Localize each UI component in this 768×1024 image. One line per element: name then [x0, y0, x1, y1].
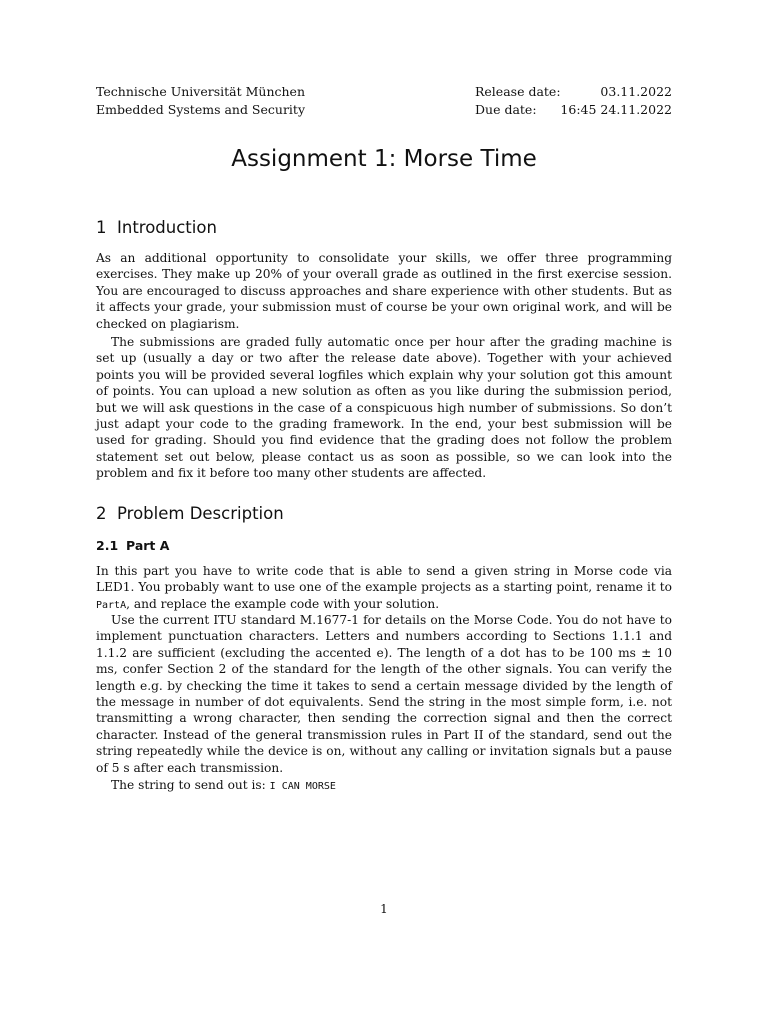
part-a-p3-text: The string to send out is:	[111, 778, 270, 792]
part-a-paragraph-3	[96, 777, 672, 795]
part-a-paragraph-1	[96, 563, 672, 614]
due-date-row	[475, 101, 672, 119]
intro-paragraph-2: The submissions are graded fully automatic once per hour after the grading machine is set up (usually a day or two after the release date above). Together with your achieved points you will be provided several logfiles which explain why your solution got this amount of points. You can upload a new solution as often as you like during the submission period, but we will ask questions in the case of a conspicuous high number of submissions. So don’t just adapt your code to the grading framework. In the end, your best submission will be used for grading. Should you find evidence that the grading does not follow the problem statement set out below, please contact us as soon as possible, so we can look into the problem and fix it before too many other students are affected.	[96, 335, 672, 481]
section-title: Introduction	[117, 218, 217, 237]
section-heading-problem-description	[96, 504, 284, 523]
section-number: 2	[96, 504, 107, 523]
due-date-value: 16:45 24.11.2022	[560, 102, 672, 117]
morse-string-code: I CAN MORSE	[269, 781, 336, 792]
header-right	[475, 83, 672, 119]
section-number: 1	[96, 218, 107, 237]
part-a-paragraph-2: Use the current ITU standard M.1677-1 for details on the Morse Code. You do not have to implement punctuation characters. Letters and numbers according to Sections 1.1.1 and 1.1.2 are sufficient (excluding the accented e). The length of a dot has to be 100 ms ± 10 ms, confer Section 2 of the standard for the length of the other signals. You can verify the length e.g. by checking the time it takes to send a certain message divided by the length of the message in number of dot equivalents. Send the string in the most simple form, i.e. not transmitting a wrong character, then sending the correction signal and then the correct character. Instead of the general transmission rules in Part II of the standard, send out the string repeatedly while the device is on, without any calling or invitation signals but a pause of 5 s after each transmission.	[96, 613, 672, 775]
intro-paragraph-1: As an additional opportunity to consolidate your skills, we offer three programming exercises. They make up 20% of your overall grade as outlined in the first exercise session. You are encouraged to discuss approaches and share experience with other students. But as it affects your grade, your submission must of course be your own original work, and will be checked on plagiarism.	[96, 251, 672, 331]
document-title: Assignment 1: Morse Time	[231, 146, 537, 172]
release-date-label: Release date:	[475, 84, 561, 99]
subsection-heading-part-a	[96, 538, 169, 553]
release-date-value: 03.11.2022	[600, 84, 672, 99]
chair-name: Embedded Systems and Security	[96, 102, 306, 117]
part-a-p1-text-before: In this part you have to write code that is able to send a given string in Morse code via LED1. You probably want to use one of the example projects as a starting point, rename it to	[96, 564, 672, 595]
release-date-row	[475, 83, 672, 101]
project-name-code: PartA	[96, 599, 127, 611]
part-a-p1-text-after: , and replace the example code with your solution.	[126, 596, 440, 611]
subsection-number: 2.1	[96, 538, 119, 553]
section-title: Problem Description	[117, 504, 284, 523]
university-name: Technische Universität München	[96, 84, 306, 99]
header-left	[96, 83, 305, 119]
page-number: 1	[380, 902, 388, 916]
section-heading-introduction	[96, 218, 217, 237]
subsection-title: Part A	[126, 538, 170, 553]
due-date-label: Due date:	[475, 102, 537, 117]
